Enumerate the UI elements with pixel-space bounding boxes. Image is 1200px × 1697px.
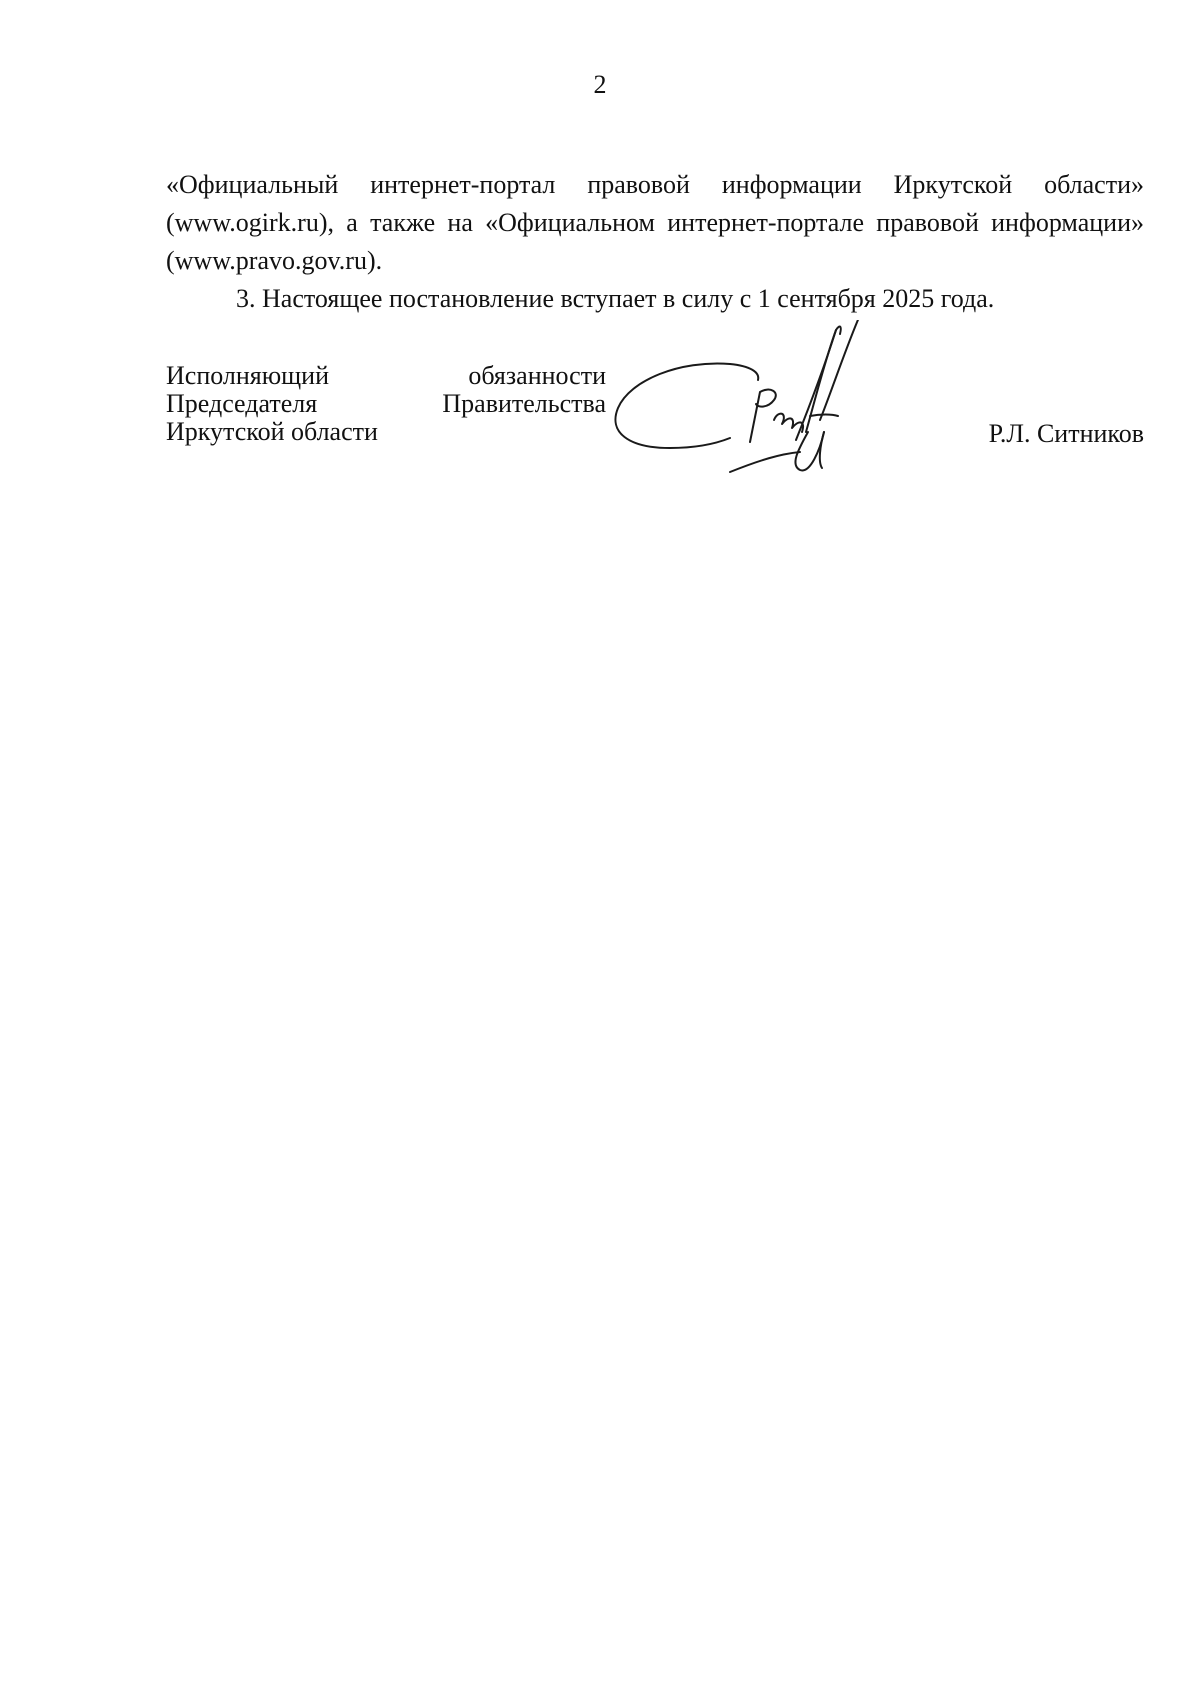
signatory-title-word: Исполняющий [166, 361, 330, 390]
signatory-title-line-2 [166, 390, 606, 418]
signatory-title [166, 362, 606, 446]
page-number: 2 [593, 70, 607, 99]
signatory-title-line-3 [166, 418, 606, 446]
handwritten-signature [610, 320, 930, 520]
signatory-title-word: Правительства [442, 389, 606, 418]
signatory-title-word: обязанности [468, 361, 606, 390]
document-body [166, 166, 1144, 318]
paragraph-publication: «Официальный интернет-портал правовой информации Иркутской области» (www.ogirk.ru), а также на «Официальном интернет-портале правовой информации» (www.pravo.gov.ru). [166, 170, 1144, 275]
paragraph-effective-date: 3. Настоящее постановление вступает в силу с 1 сентября 2025 года. [236, 284, 995, 313]
signatory-name: Р.Л. Ситников [988, 419, 1144, 448]
signatory-title-word: Председателя [166, 389, 318, 418]
signatory-title-word: Иркутской области [166, 417, 378, 446]
signatory-title-line-1 [166, 362, 606, 390]
